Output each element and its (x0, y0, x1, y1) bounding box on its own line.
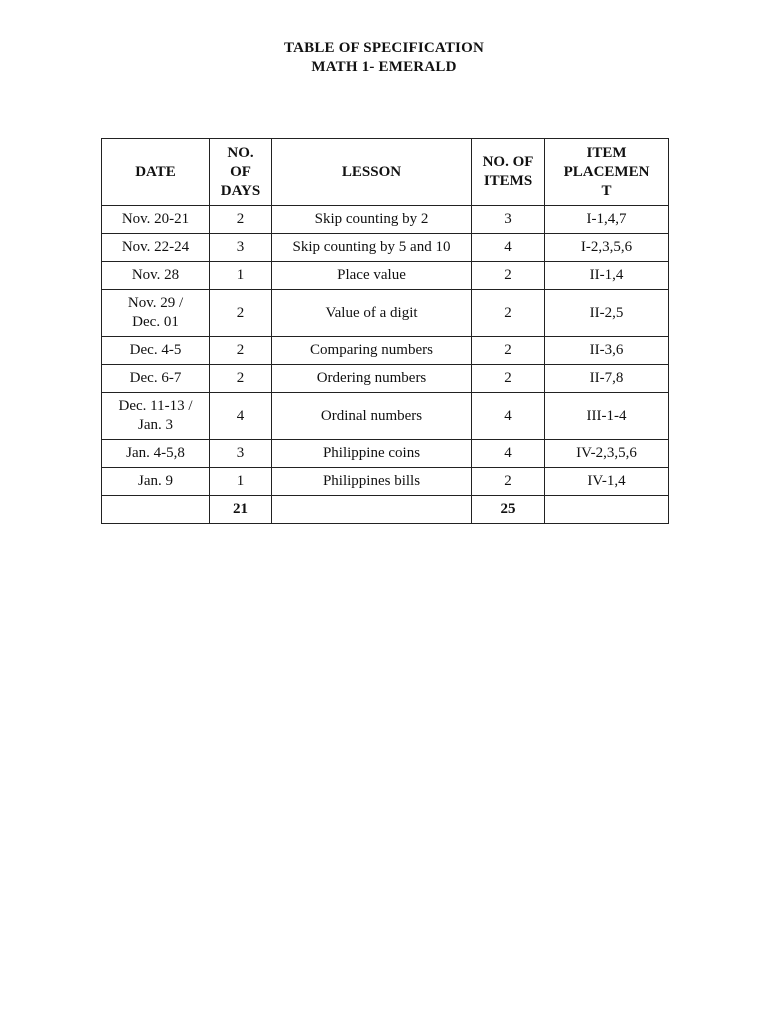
cell-placement: II-2,5 (545, 290, 669, 337)
table-row (102, 290, 669, 337)
cell-days: 1 (210, 468, 272, 496)
cell-date: Dec. 6-7 (102, 365, 210, 393)
cell-date-empty (102, 496, 210, 524)
cell-days: 2 (210, 337, 272, 365)
table-row (102, 337, 669, 365)
cell-lesson: Ordering numbers (272, 365, 472, 393)
cell-placement: IV-2,3,5,6 (545, 440, 669, 468)
cell-date: Jan. 9 (102, 468, 210, 496)
header-date: DATE (102, 139, 210, 206)
header-lesson: LESSON (272, 139, 472, 206)
header-placement: ITEM PLACEMEN T (545, 139, 669, 206)
cell-items: 4 (472, 440, 545, 468)
cell-placement: II-3,6 (545, 337, 669, 365)
cell-days: 2 (210, 206, 272, 234)
cell-date: Dec. 4-5 (102, 337, 210, 365)
cell-date: Nov. 28 (102, 262, 210, 290)
cell-placement: II-7,8 (545, 365, 669, 393)
total-items: 25 (472, 496, 545, 524)
cell-days: 2 (210, 365, 272, 393)
specification-table (101, 138, 669, 524)
title-line-1: TABLE OF SPECIFICATION (284, 40, 484, 56)
cell-lesson: Ordinal numbers (272, 393, 472, 440)
table-row (102, 206, 669, 234)
cell-items: 2 (472, 337, 545, 365)
cell-placement: III-1-4 (545, 393, 669, 440)
cell-days: 2 (210, 290, 272, 337)
cell-date: Nov. 22-24 (102, 234, 210, 262)
cell-days: 3 (210, 234, 272, 262)
cell-lesson: Philippines bills (272, 468, 472, 496)
totals-row (102, 496, 669, 524)
table-row (102, 262, 669, 290)
cell-days: 3 (210, 440, 272, 468)
total-days: 21 (210, 496, 272, 524)
cell-lesson: Place value (272, 262, 472, 290)
cell-lesson: Skip counting by 5 and 10 (272, 234, 472, 262)
cell-items: 3 (472, 206, 545, 234)
cell-days: 1 (210, 262, 272, 290)
cell-lesson: Philippine coins (272, 440, 472, 468)
header-row (102, 139, 669, 206)
cell-days: 4 (210, 393, 272, 440)
cell-lesson: Value of a digit (272, 290, 472, 337)
cell-lesson-empty (272, 496, 472, 524)
cell-placement-empty (545, 496, 669, 524)
cell-placement: I-2,3,5,6 (545, 234, 669, 262)
cell-date: Dec. 11-13 / Jan. 3 (102, 393, 210, 440)
cell-placement: II-1,4 (545, 262, 669, 290)
table-row (102, 393, 669, 440)
cell-items: 4 (472, 393, 545, 440)
table-row (102, 440, 669, 468)
cell-placement: I-1,4,7 (545, 206, 669, 234)
cell-date: Jan. 4-5,8 (102, 440, 210, 468)
table-row (102, 365, 669, 393)
cell-placement: IV-1,4 (545, 468, 669, 496)
cell-items: 2 (472, 290, 545, 337)
cell-date: Nov. 29 / Dec. 01 (102, 290, 210, 337)
cell-date: Nov. 20-21 (102, 206, 210, 234)
cell-items: 2 (472, 468, 545, 496)
table-row (102, 234, 669, 262)
cell-items: 2 (472, 365, 545, 393)
header-items: NO. OF ITEMS (472, 139, 545, 206)
cell-lesson: Skip counting by 2 (272, 206, 472, 234)
table-row (102, 468, 669, 496)
cell-items: 2 (472, 262, 545, 290)
cell-items: 4 (472, 234, 545, 262)
title-line-2: MATH 1- EMERALD (311, 59, 457, 75)
document-title (0, 39, 768, 77)
header-days: NO. OF DAYS (210, 139, 272, 206)
cell-lesson: Comparing numbers (272, 337, 472, 365)
